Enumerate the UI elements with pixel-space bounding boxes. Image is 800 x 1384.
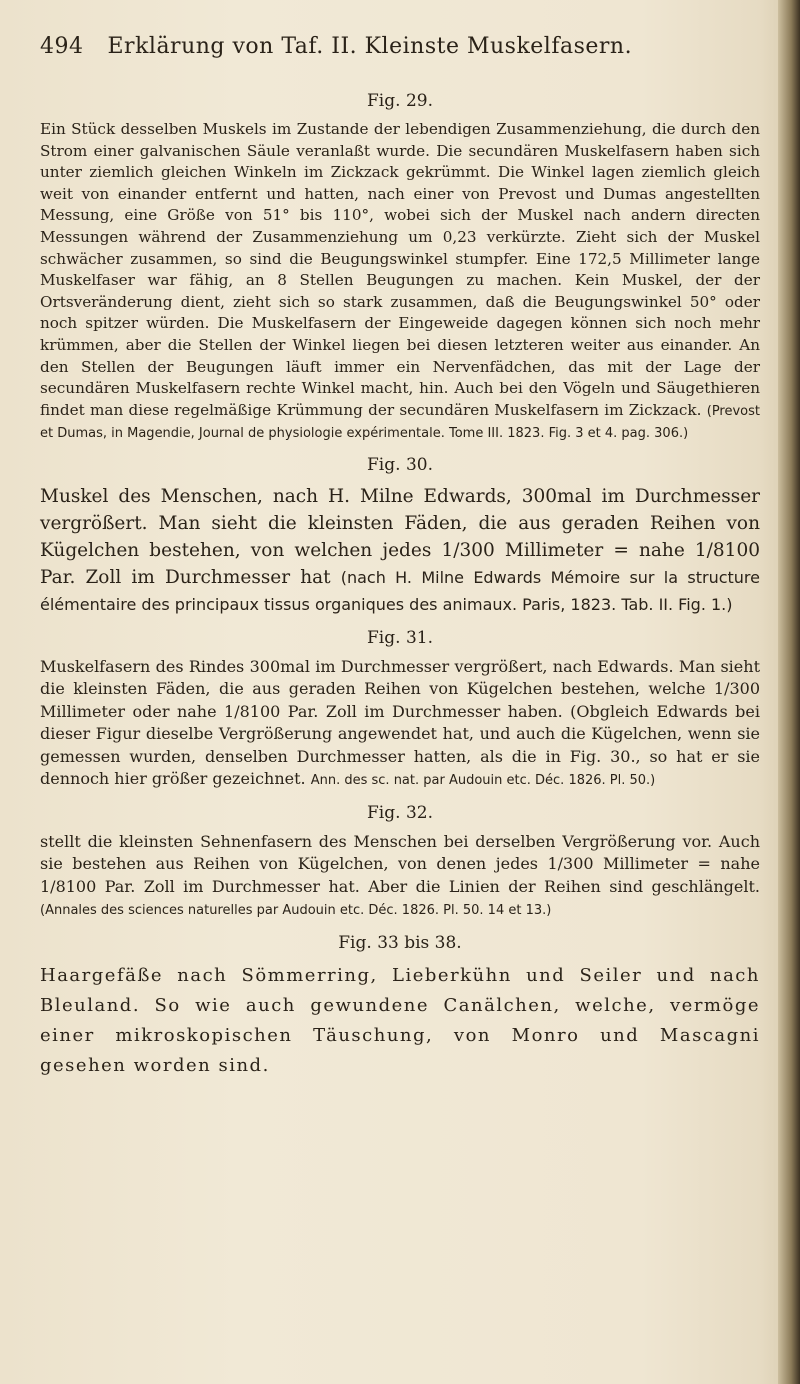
running-title: Erklärung von Taf. II. Kleinste Muskelfasern. [107,34,633,59]
figure-reference: (Annales des sciences naturelles par Audouin etc. Déc. 1826. Pl. 50. 14 et 13.) [40,903,552,919]
figure-label: Fig. 32. [367,802,433,823]
figure-description [40,119,760,445]
figure-description [40,831,760,923]
figure-label: Fig. 31. [367,627,433,648]
figure-text: Muskel des Menschen, nach H. Milne Edwards, 300mal im Durchmesser vergrößert. Man sieht die kleinsten Fäden, die aus geraden Reihen von Kügelchen bestehen, von welchen jedes 1/300 Millimeter = nahe 1/8100 Par. Zoll im Durchmesser hat [40,485,760,588]
figure-label: Fig. 29. [367,91,433,111]
figure-description [40,483,760,618]
figure-text: Ein Stück desselben Muskels im Zustande der lebendigen Zusammenziehung, die durch den Strom einer galvanischen Säule veranlaßt wurde. Die secundären Muskelfasern haben sich unter ziemlich gleichen Winkeln im Zickzack gekrümmt. Die Winkel lagen ziemlich gleich weit von einander entfernt und hatten, nach einer von Prevost und Dumas angestellten Messung, eine Größe von 51° bis 110°, wobei sich der Muskel nach andern directen Messungen während der Zusammenziehung um 0,23 verkürzte. Zieht sich der Muskel schwächer zusammen, so sind die Beugungswinkel stumpfer. Eine 172,5 Millimeter lange Muskelfaser war fähig, an 8 Stellen Beugungen zu machen. Kein Muskel, der der Ortsveränderung dient, zieht sich so stark zusammen, daß die Beugungswinkel 50° oder noch spitzer würden. Die Muskelfasern der Eingeweide dagegen können sich noch mehr krümmen, aber die Stellen der Winkel liegen bei diesen letzteren weiter aus einander. An den Stellen der Beugungen läuft immer ein Nervenfädchen, das mit der Lage der secundären Muskelfasern rechte Winkel macht, hin. Auch bei den Vögeln und Säugethieren findet man diese regelmäßige Krümmung der secundären Muskelfasern im Zickzack. [40,120,760,419]
figure-reference: (Prevost et Dumas, in Magendie, Journal de physiologie expérimentale. Tome III. 1823. Fig. 3 et 4. pag. 306.) [40,403,761,442]
figure-text: stellt die kleinsten Sehnenfasern des Menschen bei derselben Vergrößerung vor. Auch sie bestehen aus Reihen von Kügelchen, von denen jedes 1/300 Millimeter = nahe 1/8100 Par. Zoll im Durchmesser hat. Aber die Linien der Reihen sind geschlängelt. [40,831,760,896]
figure-text: Muskelfasern des Rindes 300mal im Durchmesser vergrößert, nach Edwards. Man sieht die kleinsten Fäden, die aus geraden Reihen von Kügelchen bestehen, welche 1/300 Millimeter oder nahe 1/8100 Par. Zoll im Durchmesser haben. (Obgleich Edwards bei dieser Figur dieselbe Vergrößerung angewendet hat, und auch die Kügelchen, wenn sie gemessen wurden, denselben Durchmesser hatten, als die in Fig. 30., so hat er sie dennoch hier größer gezeichnet. [40,656,760,789]
page-number: 494 [40,34,84,59]
page-text-block [40,34,760,1081]
figure-text: Haargefäße nach Sömmerring, Lieberkühn und Seiler und nach Bleuland. So wie auch gewundene Canälchen, welche, vermöge einer mikroskopischen Täuschung, von Monro und Mascagni gesehen worden sind. [40,964,760,1076]
figure-reference: (nach H. Milne Edwards Mémoire sur la structure élémentaire des principaux tissus organiques des animaux. Paris, 1823. Tab. II. Fig. 1.) [40,567,760,614]
figure-reference: Ann. des sc. nat. par Audouin etc. Déc. 1826. Pl. 50.) [310,773,656,789]
running-header [40,34,760,59]
figure-label: Fig. 33 bis 38. [338,932,462,953]
figure-label: Fig. 30. [367,454,433,475]
page-edge-shadow [778,0,800,1384]
figure-description [40,961,760,1081]
figure-description [40,656,760,793]
